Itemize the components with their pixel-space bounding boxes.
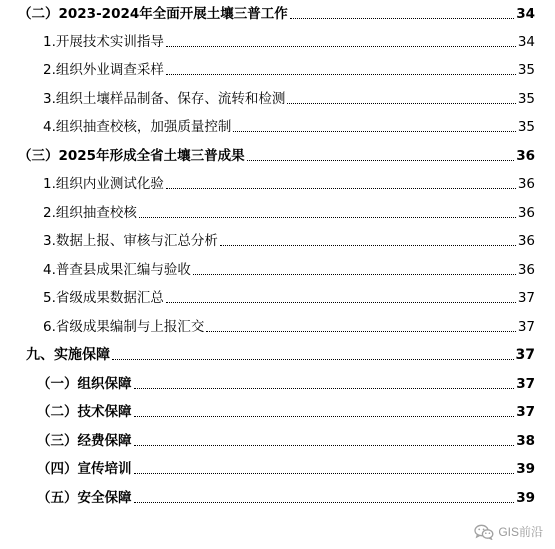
toc-entry-page: 34: [517, 34, 535, 50]
toc-entry-label: （二）2023-2024年全面开展土壤三普工作: [18, 6, 288, 22]
toc-entry-label: 3.数据上报、审核与汇总分析: [43, 233, 218, 249]
toc-entry-page: 39: [516, 461, 535, 477]
watermark: [474, 523, 543, 540]
toc-entry-label: （二）技术保障: [37, 404, 132, 420]
toc-entry-label: 6.省级成果编制与上报汇交: [43, 319, 205, 335]
toc-entry-label: （一）组织保障: [37, 376, 132, 392]
toc-entry-page: 39: [516, 490, 535, 506]
toc-entry[interactable]: [43, 30, 535, 50]
toc-entry-page: 36: [517, 176, 535, 192]
toc-leader-dots: [166, 46, 516, 47]
toc-entry[interactable]: [18, 2, 535, 22]
toc-leader-dots: [166, 74, 516, 75]
toc-entry-label: 1.组织内业测试化验: [43, 176, 164, 192]
toc-entry-page: 37: [515, 347, 535, 363]
toc-entry[interactable]: [43, 115, 535, 135]
toc-entry-label: 1.开展技术实训指导: [43, 34, 164, 50]
toc-leader-dots: [134, 502, 515, 503]
toc-entry[interactable]: [43, 286, 535, 306]
toc-leader-dots: [193, 274, 516, 275]
toc-entry-page: 36: [517, 233, 535, 249]
toc-entry[interactable]: [26, 343, 535, 363]
toc-entry[interactable]: [37, 486, 535, 506]
watermark-text: GIS前沿: [498, 525, 543, 539]
toc-leader-dots: [287, 103, 515, 104]
toc-entry[interactable]: [43, 258, 535, 278]
toc-leader-dots: [134, 388, 515, 389]
toc-leader-dots: [134, 445, 515, 446]
toc-leader-dots: [220, 245, 516, 246]
toc-entry[interactable]: [43, 201, 535, 221]
toc-entry-label: 2.组织抽查校核: [43, 205, 137, 221]
toc-entry-page: 35: [517, 119, 535, 135]
toc-entry-label: 2.组织外业调查采样: [43, 62, 164, 78]
toc-leader-dots: [139, 217, 516, 218]
toc-entry-label: 4.组织抽查校核，加强质量控制: [43, 119, 232, 135]
toc-entry-label: 3.组织土壤样品制备、保存、流转和检测: [43, 91, 286, 107]
toc-entry-page: 37: [517, 290, 535, 306]
toc-entry-page: 37: [516, 376, 535, 392]
toc-entry[interactable]: [37, 400, 535, 420]
toc-entry[interactable]: [43, 58, 535, 78]
toc-leader-dots: [134, 416, 515, 417]
toc-entry[interactable]: [37, 372, 535, 392]
toc-entry[interactable]: [37, 457, 535, 477]
toc-entry[interactable]: [43, 172, 535, 192]
toc-leader-dots: [206, 331, 515, 332]
toc-leader-dots: [233, 131, 515, 132]
toc-leader-dots: [166, 302, 516, 303]
toc-entry-label: 九、实施保障: [26, 347, 110, 363]
toc-entry-page: 34: [516, 6, 535, 22]
toc-leader-dots: [112, 359, 514, 360]
toc-entry[interactable]: [43, 229, 535, 249]
toc-entry-label: 4.普查县成果汇编与验收: [43, 262, 191, 278]
toc-entry[interactable]: [37, 429, 535, 449]
toc-entry-page: 36: [517, 205, 535, 221]
wechat-icon: [474, 524, 494, 540]
toc-leader-dots: [166, 188, 516, 189]
toc-entry-page: 36: [516, 148, 535, 164]
toc-entry-label: （三）2025年形成全省土壤三普成果: [18, 148, 245, 164]
toc-entry-page: 37: [516, 404, 535, 420]
toc-entry-page: 35: [517, 62, 535, 78]
toc-entry-page: 38: [516, 433, 535, 449]
toc-entry-page: 35: [517, 91, 535, 107]
toc-entry-page: 37: [517, 319, 535, 335]
toc-leader-dots: [290, 18, 514, 19]
toc-entry-label: （五）安全保障: [37, 490, 132, 506]
toc-entry-label: （四）宣传培训: [37, 461, 132, 477]
toc-leader-dots: [134, 473, 515, 474]
toc-entry-label: 5.省级成果数据汇总: [43, 290, 164, 306]
toc-entry[interactable]: [43, 87, 535, 107]
toc-entry[interactable]: [43, 315, 535, 335]
toc-leader-dots: [247, 160, 515, 161]
toc-entry-label: （三）经费保障: [37, 433, 132, 449]
toc-entry-page: 36: [517, 262, 535, 278]
toc-entry[interactable]: [18, 144, 535, 164]
